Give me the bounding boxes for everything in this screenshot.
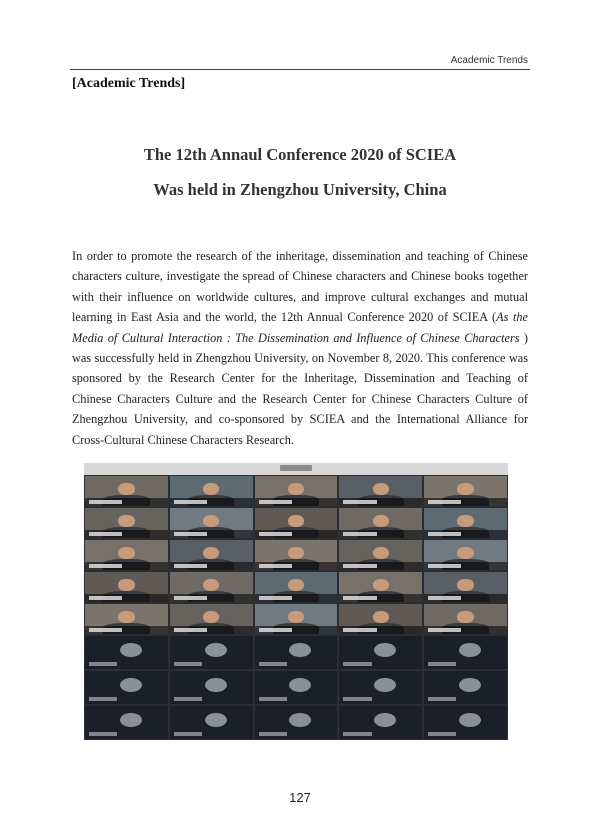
participant-avatar-tile (338, 670, 423, 705)
participant-avatar-tile (423, 705, 508, 740)
participant-tile (169, 603, 254, 635)
participant-avatar-tile (338, 635, 423, 670)
page-number: 127 (289, 790, 311, 805)
participant-avatar-tile (169, 670, 254, 705)
participant-tile (338, 475, 423, 507)
participant-avatar-tile (169, 635, 254, 670)
participant-tile (423, 539, 508, 571)
running-header: Academic Trends (450, 55, 528, 66)
participant-tile (84, 539, 169, 571)
participant-tile (338, 539, 423, 571)
body-text-part-2: ) was successfully held in Zhengzhou University, on November 8, 2020. This conference was sponsored by the Research Center for the Inheritage, Dissemination and Teaching of Chinese Characters Culture and the Research Center for Chinese Characters Culture of Zhengzhou University, and co-sponsored by SCIEA and the International Alliance for Cross-Cultural Chinese Characters Research. (72, 330, 529, 447)
video-toolbar (84, 463, 508, 475)
body-text-part-1: In order to promote the research of the inheritage, dissemination and teaching of Chinese characters culture, investigate the spread of Chinese characters and Chinese books together with their influence on worldwide cultures, and improve cultural exchanges and mutual learning in East Asia and the world, the 12th Annual Conference 2020 of SCIEA ( (72, 249, 528, 325)
participant-tile (338, 571, 423, 603)
participant-avatar-tile (254, 635, 339, 670)
participant-tile (169, 507, 254, 539)
participant-tile (169, 539, 254, 571)
participant-tile (423, 507, 508, 539)
article-title-line-2: Was held in Zhengzhou University, China (153, 180, 447, 199)
participant-tile (169, 475, 254, 507)
participant-avatar-tile (84, 635, 169, 670)
participant-tile (338, 507, 423, 539)
article-title-line-1: The 12th Annaul Conference 2020 of SCIEA (143, 145, 457, 164)
participant-tile (254, 507, 339, 539)
participant-tile (254, 603, 339, 635)
participant-tile (84, 475, 169, 507)
participant-avatar-tile (169, 705, 254, 740)
participant-avatar-tile (84, 670, 169, 705)
header-rule (70, 69, 530, 70)
participant-avatar-tile (254, 705, 339, 740)
participant-tile (423, 571, 508, 603)
participant-tile (338, 603, 423, 635)
conference-photo (84, 463, 508, 740)
participant-tile (84, 603, 169, 635)
body-text-italic-title: As the Media of Cultural Interaction : The Dissemination and Influence of Chinese Characters (72, 310, 528, 345)
participant-avatar-tile (84, 705, 169, 740)
section-label: [Academic Trends] (72, 76, 186, 91)
participant-avatar-tile (423, 670, 508, 705)
participant-tile (254, 571, 339, 603)
article-body (72, 246, 528, 450)
participant-tile (84, 507, 169, 539)
participant-tile (169, 571, 254, 603)
participant-tile (423, 475, 508, 507)
participant-avatar-tile (338, 705, 423, 740)
participant-tile (84, 571, 169, 603)
participant-tile (423, 603, 508, 635)
participant-tile (254, 475, 339, 507)
participant-avatar-tile (423, 635, 508, 670)
participant-tile (254, 539, 339, 571)
participant-avatar-tile (254, 670, 339, 705)
